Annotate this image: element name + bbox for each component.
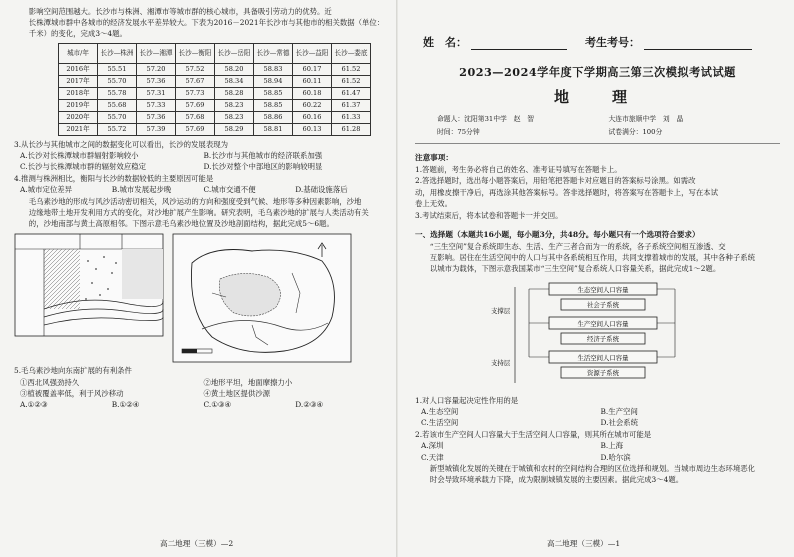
intro-line: 互影响。居住在生活空间中的人口与其中各系统相互作用，共同支撑着城市的发展，其中各种子系统 <box>429 253 755 263</box>
question-1-options <box>415 406 780 429</box>
intro-line: 千米）的变化，完成3～4题。 <box>28 29 127 39</box>
section-1-title: 一、选择题（本题共16小题，每小题3分，共48分。每小题只有一个选项符合要求） <box>415 230 700 240</box>
id-label: 考生考号： <box>585 36 640 49</box>
three-space-diagram <box>485 279 725 391</box>
notice-title: 注意事项： <box>415 153 453 162</box>
diagram-left-label-bottom: 支持层 <box>491 358 511 367</box>
table-cell: 58.29 <box>215 123 254 135</box>
table-cell: 61.52 <box>332 63 371 75</box>
answer-option: A.生态空间 <box>421 407 459 417</box>
right-tail-passage <box>415 463 780 485</box>
table-cell: 57.39 <box>137 123 176 135</box>
exam-meta <box>415 113 780 139</box>
question-1: 1.对人口容量起决定性作用的是 <box>415 395 519 405</box>
table-cell: 57.33 <box>137 99 176 111</box>
table-cell: 57.67 <box>176 75 215 87</box>
table-cell: 57.31 <box>137 87 176 99</box>
intro-line: 长株潭城市群中各城市的经济发展水平差异较大。下表为2016－2021年长沙市与其他市的相关数据（单位： <box>28 18 385 28</box>
notice-item: 动，用橡皮擦干净后，再选涂其他答案标号。答非选择题时，将答案写在答题卡上，写在本试 <box>415 187 719 197</box>
diagram-living-box: 生活空间人口容量 <box>577 353 629 362</box>
question-4-options <box>14 184 387 195</box>
page-footer-right: 高二地理（三模）—1 <box>547 539 621 548</box>
table-cell: 58.85 <box>254 87 293 99</box>
mu-us-map-figure <box>172 233 352 363</box>
table-year-cell: 2016年 <box>59 63 98 75</box>
answer-option: ①西北风强劲持久 <box>20 377 80 387</box>
answer-option: B.长沙市与其他城市的经济联系加强 <box>203 151 323 161</box>
intro-line: 影响空间范围越大。长沙市与株洲、湘潭市等城市群的核心城市，具备吸引劳动力的优势。近 <box>28 7 332 16</box>
table-cell: 60.16 <box>293 111 332 123</box>
notice-item: 1.答题前，考生务必将自己的姓名、准考证号填写在答题卡上。 <box>415 165 622 174</box>
diagram-left-label-top: 支撑层 <box>491 306 511 315</box>
answer-option: C.生活空间 <box>421 418 459 428</box>
table-row <box>59 99 371 111</box>
intro-line: 时会导致环境承载力下降，成为限制城镇发展的主要因素。据此完成3～4题。 <box>429 475 684 485</box>
name-field[interactable] <box>471 38 567 50</box>
table-cell: 58.20 <box>215 63 254 75</box>
table-cell: 60.22 <box>293 99 332 111</box>
answer-option: D.长沙对整个中部地区的影响较明显 <box>203 162 323 172</box>
table-cell: 58.28 <box>215 87 254 99</box>
intro-line: 毛乌素沙地的形成与风沙活动密切相关，风沙运动的方向和强度受到气候、地形等多种因素影响，沙地 <box>28 196 362 206</box>
table-row <box>59 111 371 123</box>
diagram-production-box: 生产空间人口容量 <box>577 319 629 328</box>
table-cell: 55.68 <box>98 99 137 111</box>
table-cell: 58.94 <box>254 75 293 87</box>
table-cell: 55.78 <box>98 87 137 99</box>
table-cell: 58.86 <box>254 111 293 123</box>
question-5-options <box>14 377 387 400</box>
table-year-cell: 2019年 <box>59 99 98 111</box>
exam-score: 试卷满分：100分 <box>608 128 663 136</box>
table-row <box>59 123 371 135</box>
table-cell: 58.83 <box>254 63 293 75</box>
table-row <box>59 87 371 99</box>
table-year-cell: 2021年 <box>59 123 98 135</box>
answer-option: ③植被覆盖率低，利于风沙移动 <box>20 389 124 399</box>
answer-option: B.上海 <box>600 441 624 451</box>
answer-choice: B.①②④ <box>111 400 140 410</box>
question-5: 5.毛乌素沙地向东南扩展的有利条件 <box>14 366 132 376</box>
table-cell: 55.70 <box>98 75 137 87</box>
answer-option: C.城市交通不便 <box>203 185 256 195</box>
notices-list <box>415 164 780 221</box>
intro-line: 新型城镇化发展的关键在于城镇和农村的空间结构合理的区位选择和规划。当城市周边生态环境恶化 <box>429 464 755 474</box>
answer-option: B.生产空间 <box>600 407 638 417</box>
table-cell: 57.69 <box>176 123 215 135</box>
answer-option: ④黄土地区提供沙源 <box>203 389 271 399</box>
diagram-ecology-box: 生态空间人口容量 <box>577 285 629 294</box>
question-3-options <box>14 150 387 173</box>
table-cell: 57.36 <box>137 75 176 87</box>
sand-profile-figure <box>14 233 164 337</box>
table-cell: 58.23 <box>215 111 254 123</box>
table-cell: 58.81 <box>254 123 293 135</box>
table-row <box>59 75 371 87</box>
candidate-info-row <box>415 34 780 50</box>
intro-line: 以城市为载体，下图示意我国某市“三生空间”复合系统人口容量关系，据此完成1～2题。 <box>429 264 721 274</box>
question-3: 3.从长沙与其他城市之间的数据变化可以看出，长沙的发展表现为 <box>14 139 228 149</box>
question-4: 4.推测与株洲相比，衡阳与长沙的数据较低的主要原因可能是 <box>14 173 214 183</box>
exam-time: 时间：75分钟 <box>437 128 480 136</box>
table-cell: 61.33 <box>332 111 371 123</box>
table-cell: 58.34 <box>215 75 254 87</box>
answer-option: ②地形平坦，地面摩擦力小 <box>203 377 293 387</box>
table-row <box>59 63 371 75</box>
intro-line: 的，沙地南部与黄土高原相邻。下图示意毛乌素沙地位置及沙地剖面结构，据此完成5～6题。 <box>28 219 334 229</box>
subject-title: 地 理 <box>553 88 641 106</box>
table-cell: 60.13 <box>293 123 332 135</box>
table-header-row <box>59 43 371 63</box>
table-cell: 57.73 <box>176 87 215 99</box>
reviewer: 大连市旅顺中学 刘 晶 <box>608 115 684 123</box>
table-cell: 61.47 <box>332 87 371 99</box>
diagram-social-box: 社会子系统 <box>587 300 619 309</box>
answer-option: D.基础设施落后 <box>295 185 348 195</box>
answer-option: D.哈尔滨 <box>600 452 631 462</box>
table-header-cell: 长沙—益阳 <box>293 43 332 63</box>
table-corner-cell: 城市/年 <box>59 43 98 63</box>
question-2-options <box>415 440 780 463</box>
answer-choice: C.①③④ <box>203 400 232 410</box>
intro-line: 边缘地带土地开发利用方式的变化，对沙地扩展产生影响。研究表明，毛乌素沙地的扩展与人类活动有关 <box>28 207 369 217</box>
right-intro-passage <box>415 241 780 275</box>
table-year-cell: 2020年 <box>59 111 98 123</box>
diagram-economy-box: 经济子系统 <box>587 334 619 343</box>
answer-option: D.社会系统 <box>600 418 639 428</box>
table-cell: 55.72 <box>98 123 137 135</box>
question-2: 2.若该市生产空间人口容量大于生活空间人口容量，则其所在城市可能是 <box>415 429 652 439</box>
table-cell: 57.69 <box>176 99 215 111</box>
answer-option: C.天津 <box>421 452 444 462</box>
table-cell: 57.36 <box>137 111 176 123</box>
table-header-cell: 长沙—常德 <box>254 43 293 63</box>
table-cell: 55.70 <box>98 111 137 123</box>
right-page <box>397 0 794 557</box>
id-field[interactable] <box>644 38 752 50</box>
notice-item: 2.答选择题时，选出每小题答案后，用铅笔把答题卡对应题目的答案标号涂黑。如需改 <box>415 176 696 186</box>
table-cell: 60.11 <box>293 75 332 87</box>
intro-passage <box>14 6 387 40</box>
table-header-cell: 长沙—岳阳 <box>215 43 254 63</box>
exam-title: 2023—2024学年度下学期高三第三次模拟考试试题 <box>459 65 736 79</box>
answer-option: A.长沙对长株潭城市群辐射影响较小 <box>20 151 139 161</box>
table-cell: 58.23 <box>215 99 254 111</box>
answer-option: C.长沙与长株潭城市群的辐射效应稳定 <box>20 162 146 172</box>
table-cell: 61.52 <box>332 75 371 87</box>
table-cell: 60.18 <box>293 87 332 99</box>
proposer: 命题人：沈阳第31中学 赵 智 <box>437 115 535 123</box>
intro-line: “三生空间”复合系统即生态、生活、生产三者合而为一的系统，各子系统空间相互渗透、交 <box>429 242 726 252</box>
distance-table <box>58 43 371 136</box>
table-cell: 60.17 <box>293 63 332 75</box>
table-cell: 61.28 <box>332 123 371 135</box>
answer-option: B.城市发展起步晚 <box>111 185 172 195</box>
table-cell: 57.20 <box>137 63 176 75</box>
table-cell: 57.68 <box>176 111 215 123</box>
table-header-cell: 长沙—娄底 <box>332 43 371 63</box>
table-year-cell: 2018年 <box>59 87 98 99</box>
answer-option: A.深圳 <box>421 441 444 451</box>
name-label: 姓 名： <box>423 36 467 49</box>
table-year-cell: 2017年 <box>59 75 98 87</box>
figures <box>14 233 387 363</box>
divider <box>415 143 780 144</box>
table-header-cell: 长沙—衡阳 <box>176 43 215 63</box>
notice-item: 卷上无效。 <box>415 199 452 209</box>
page-footer-left: 高二地理（三模）—2 <box>160 539 234 548</box>
answer-option: A.城市定位差异 <box>20 185 73 195</box>
answer-choice: D.②③④ <box>295 400 324 410</box>
intro-passage-2 <box>14 196 387 230</box>
table-cell: 57.52 <box>176 63 215 75</box>
table-header-cell: 长沙—湘潭 <box>137 43 176 63</box>
table-cell: 58.85 <box>254 99 293 111</box>
notice-item: 3.考试结束后，将本试卷和答题卡一并交回。 <box>415 210 563 220</box>
table-cell: 61.37 <box>332 99 371 111</box>
question-5-choices <box>14 399 387 410</box>
table-cell: 55.51 <box>98 63 137 75</box>
diagram-resource-box: 资源子系统 <box>587 368 619 377</box>
table-header-cell: 长沙—株洲 <box>98 43 137 63</box>
answer-choice: A.①②③ <box>20 400 48 410</box>
